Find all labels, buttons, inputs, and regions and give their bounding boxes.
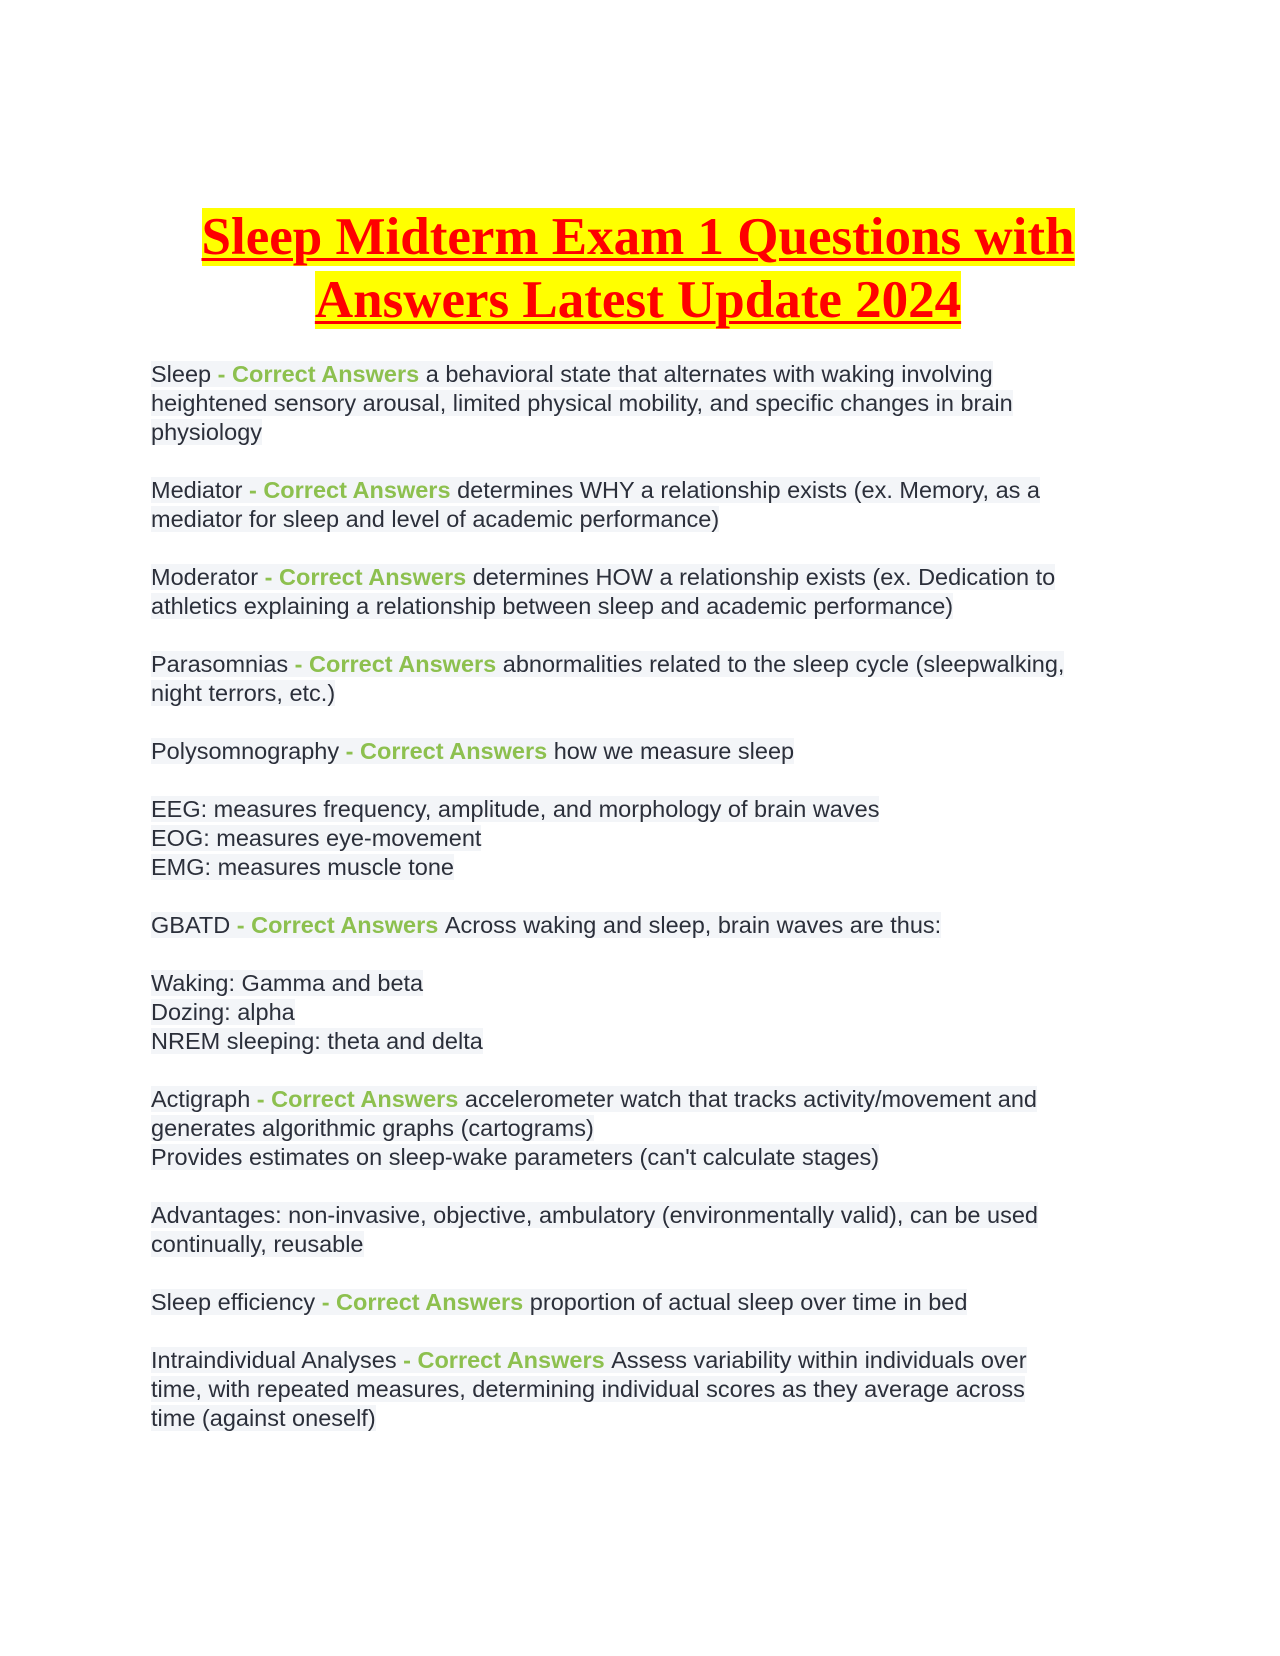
- answer-text: accelerometer watch that tracks activity/movement and: [464, 1086, 1037, 1112]
- answer-text: determines HOW a relationship exists (ex. Dedication to: [472, 564, 1056, 590]
- qa-entry-parasomnias: [151, 650, 1136, 708]
- term: Polysomnography: [151, 738, 340, 764]
- term: GBATD: [151, 912, 231, 938]
- qa-entry-sleep-efficiency: [151, 1288, 1136, 1317]
- correct-answers-label: - Correct Answers: [315, 1289, 530, 1315]
- detail-text: Waking: Gamma and beta: [151, 970, 424, 996]
- correct-answers-label: - Correct Answers: [242, 477, 458, 503]
- qa-entry-polysomnography-detail: [151, 795, 1136, 882]
- term: Mediator: [151, 477, 243, 503]
- answer-text: Provides estimates on sleep-wake parameters (can't calculate stages): [151, 1144, 880, 1170]
- title-line-2: Answers Latest Update 2024: [314, 271, 962, 329]
- detail-text: EEG: measures frequency, amplitude, and morphology of brain waves: [151, 796, 880, 822]
- detail-text: continually, reusable: [151, 1231, 364, 1257]
- answer-text: proportion of actual sleep over time in bed: [529, 1289, 968, 1315]
- correct-answers-label: - Correct Answers: [250, 1086, 465, 1112]
- term: Intraindividual Analyses: [151, 1347, 397, 1373]
- term: Parasomnias: [151, 651, 289, 677]
- answer-text: heightened sensory arousal, limited physical mobility, and specific changes in brain: [151, 390, 1013, 416]
- answer-text: a behavioral state that alternates with waking involving: [425, 361, 993, 387]
- answer-text: determines WHY a relationship exists (ex. Memory, as a: [457, 477, 1040, 503]
- answer-text: athletics explaining a relationship between sleep and academic performance): [151, 593, 954, 619]
- correct-answers-label: - Correct Answers: [339, 738, 554, 764]
- answer-text: mediator for sleep and level of academic performance): [151, 506, 720, 532]
- detail-text: EMG: measures muscle tone: [151, 854, 454, 880]
- document-title: [150, 206, 1126, 332]
- qa-list: [151, 360, 1136, 1462]
- term: Sleep efficiency: [151, 1289, 316, 1315]
- qa-entry-polysomnography: [151, 737, 1136, 766]
- answer-text: generates algorithmic graphs (cartograms): [151, 1115, 594, 1141]
- correct-answers-label: - Correct Answers: [288, 651, 503, 677]
- qa-entry-sleep: [151, 360, 1136, 447]
- correct-answers-label: - Correct Answers: [211, 361, 426, 387]
- answer-text: night terrors, etc.): [151, 680, 336, 706]
- answer-text: Assess variability within individuals over: [611, 1347, 1027, 1373]
- answer-text: abnormalities related to the sleep cycle (sleepwalking,: [502, 651, 1065, 677]
- term: Sleep: [151, 361, 212, 387]
- correct-answers-label: - Correct Answers: [396, 1347, 612, 1373]
- title-line-1: Sleep Midterm Exam 1 Questions with: [201, 208, 1075, 266]
- answer-text: physiology: [151, 419, 263, 445]
- qa-entry-actigraph-detail: [151, 1201, 1136, 1259]
- answer-text: Across waking and sleep, brain waves are thus:: [444, 912, 942, 938]
- detail-text: Dozing: alpha: [151, 999, 295, 1025]
- qa-entry-gbatd: [151, 911, 1136, 940]
- qa-entry-intraindividual-analyses: [151, 1346, 1136, 1433]
- qa-entry-gbatd-detail: [151, 969, 1136, 1056]
- detail-text: EOG: measures eye-movement: [151, 825, 482, 851]
- detail-text: NREM sleeping: theta and delta: [151, 1028, 483, 1054]
- qa-entry-mediator: [151, 476, 1136, 534]
- term: Moderator: [151, 564, 259, 590]
- correct-answers-label: - Correct Answers: [230, 912, 445, 938]
- qa-entry-actigraph: [151, 1085, 1136, 1172]
- answer-text: time, with repeated measures, determining individual scores as they average across: [151, 1376, 1025, 1402]
- answer-text: how we measure sleep: [553, 738, 795, 764]
- detail-text: Advantages: non-invasive, objective, ambulatory (environmentally valid), can be used: [151, 1202, 1038, 1228]
- qa-entry-moderator: [151, 563, 1136, 621]
- term: Actigraph: [151, 1086, 251, 1112]
- answer-text: time (against oneself): [151, 1405, 376, 1431]
- correct-answers-label: - Correct Answers: [258, 564, 473, 590]
